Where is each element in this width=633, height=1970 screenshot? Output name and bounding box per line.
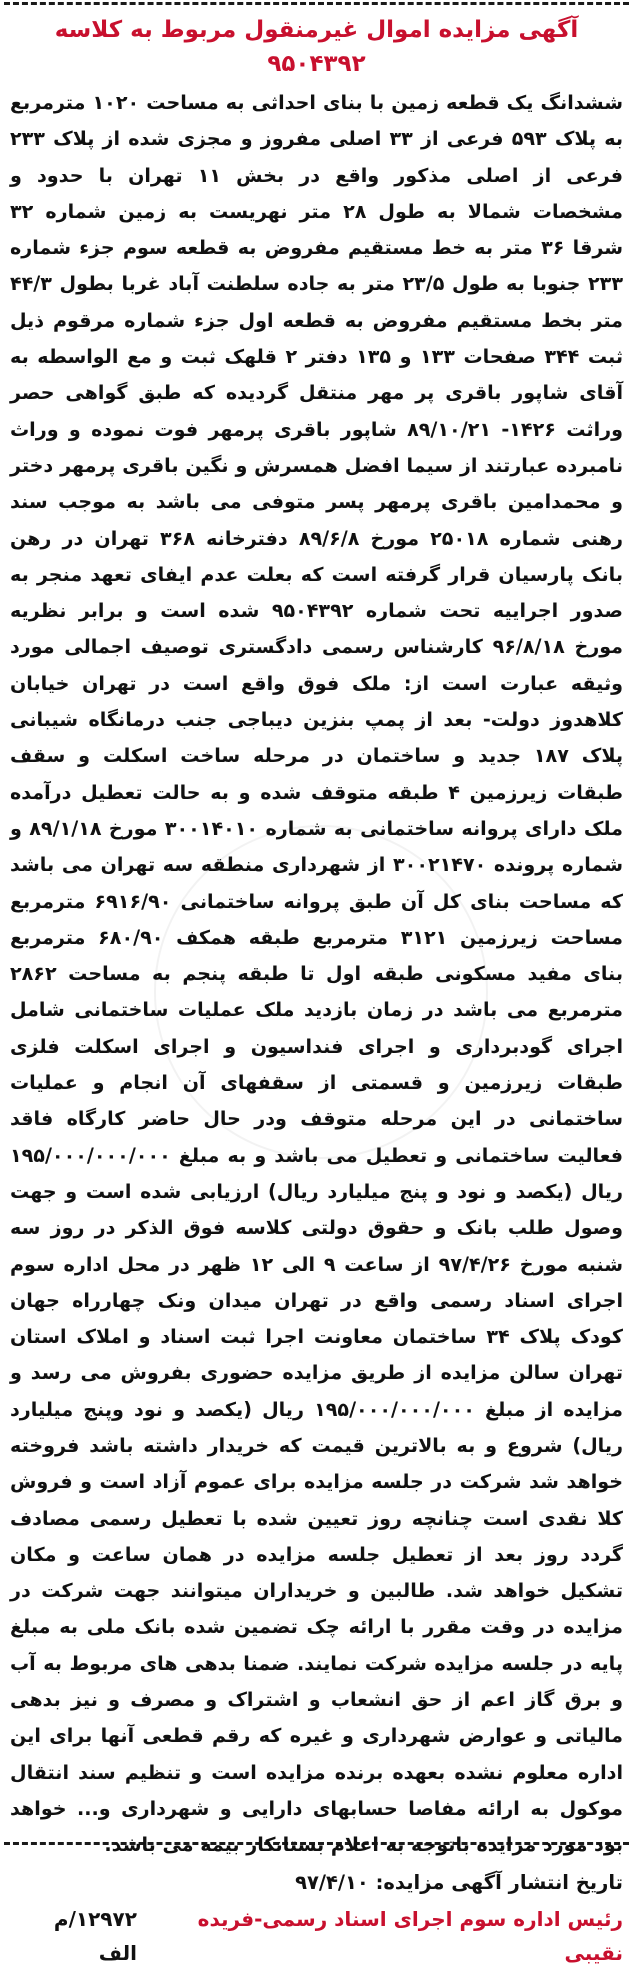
notice-footer: [10, 1902, 623, 1970]
notice-title: آگهی مزایده اموال غیرمنقول مربوط به کلاسه ۹۵۰۴۳۹۲: [54, 17, 579, 77]
official-signature: رئیس اداره سوم اجرای اسناد رسمی-فریده نقیبی: [197, 1906, 623, 1965]
notice-body: [10, 85, 623, 1864]
notice-code: ۱۲۹۷۲/م الف: [53, 1906, 137, 1965]
publish-date: تاریخ انتشار آگهی مزایده: ۹۷/۴/۱۰: [295, 1870, 623, 1894]
auction-notice: [4, 2, 629, 1965]
notice-body-paragraph: ششدانگ یک قطعه زمین با بنای احداثی به مساحت ۱۰۲۰ مترمربع به پلاک ۵۹۳ فرعی از ۳۳ اصلی مفروز و مجزی شده از پلاک ۲۳۳ فرعی از اصلی مذکور واقع در بخش ۱۱ تهران با حدود و مشخصات شمالا به طول ۲۸ متر نهریست به زمین شماره ۳۲ شرقا ۳۶ متر به خط مستقیم مفروض به قطعه سوم جزء شماره ۲۳۳ جنوبا به طول ۲۳/۵ متر به جاده سلطنت آباد غربا بطول ۴۴/۳ متر بخط مستقیم مفروض به قطعه اول جزء شماره مرقوم ذیل ثبت ۳۴۴ صفحات ۱۳۳ و ۱۳۵ دفتر ۲ قلهک ثبت و مع الواسطه به آقای شاپور باقری پر مهر منتقل گردیده که طبق گواهی حصر وراثت ۱۴۲۶- ۸۹/۱۰/۲۱ شاپور باقری پرمهر فوت نموده و وراث نامبرده عبارتند از سیما افضل همسرش و نگین باقری پرمهر دختر و محمدامین باقری پرمهر پسر متوفی می باشد به موجب سند رهنی شماره ۲۵۰۱۸ مورخ ۸۹/۶/۸ دفترخانه ۳۶۸ تهران در رهن بانک پارسیان قرار گرفته است که بعلت عدم ایفای تعهد منجر به صدور اجراییه تحت شماره ۹۵۰۴۳۹۲ شده است و برابر نظریه مورخ ۹۶/۸/۱۸ کارشناس رسمی دادگستری توصیف اجمالی مورد وثیقه عبارت است از: ملک فوق واقع است در تهران خیابان کلاهدوز دولت- بعد از پمپ بنزین دیباجی جنب درمانگاه شیبانی پلاک ۱۸۷ جدید و ساختمان در مرحله ساخت اسکلت و سقف طبقات زیرزمین ۴ طبقه متوقف شده و به حالت تعطیل درآمده ملک دارای پروانه ساختمانی به شماره ۳۰۰۱۴۰۱۰ مورخ ۸۹/۱/۱۸ و شماره پرونده ۳۰۰۲۱۴۷۰ از شهرداری منطقه سه تهران می باشد که مساحت بنای کل آن طبق پروانه ساختمانی ۶۹۱۶/۹۰ مترمربع مساحت زیرزمین ۳۱۲۱ مترمربع طبقه همکف ۶۸۰/۹۰ مترمربع بنای مفید مسکونی طبقه اول تا طبقه پنجم به مساحت ۲۸۶۲ مترمربع می باشد در زمان بازدید ملک عملیات ساختمانی شامل اجرای گودبرداری و اجرای فنداسیون و اجرای اسکلت فلزی طبقات زیرزمین و قسمتی از سقفهای آن انجام و عملیات ساختمانی در این مرحله متوقف ودر حال حاضر کارگاه فاقد فعالیت ساختمانی و تعطیل می باشد و به مبلغ ۱۹۵/۰۰۰/۰۰۰/۰۰۰ ریال (یکصد و نود و پنج میلیارد ریال) ارزیابی شده است و جهت وصول طلب بانک و حقوق دولتی کلاسه فوق الذکر در روز سه شنبه مورخ ۹۷/۴/۲۶ از ساعت ۹ الی ۱۲ ظهر در محل اداره سوم اجرای اسناد رسمی واقع در تهران میدان ونک چهارراه جهان کودک پلاک ۳۴ ساختمان معاونت اجرا ثبت اسناد و املاک استان تهران سالن مزایده از طریق مزایده حضوری بفروش می رسد و مزایده از مبلغ ۱۹۵/۰۰۰/۰۰۰/۰۰۰ ریال (یکصد و نود وپنج میلیارد ریال) شروع و به بالاترین قیمت که خریدار داشته باشد فروخته خواهد شد شرکت در جلسه مزایده برای عموم آزاد است و فروش کلا نقدی است چنانچه روز تعیین شده با تعطیل رسمی مصادف گردد روز بعد از تعطیل جلسه مزایده در همان ساعت و مکان تشکیل خواهد شد. طالبین و خریداران میتوانند جهت شرکت در مزایده در وقت مقرر با ارائه چک تضمین شده بانک ملی به مبلغ پایه در جلسه مزایده شرکت نمایند. ضمنا بدهی های مربوط به آب و برق گاز اعم از حق انشعاب و اشتراک و مصرف و نیز بدهی مالیاتی و عوارض شهرداری و غیره که رقم قطعی آنها برای این اداره معلوم نشده بعهده برنده مزایده است و تنظیم سند انتقال موکول به ارائه مفاصا حسابهای دارایی و شهرداری و... خواهد بود مورد مزایده باتوجه به اعلام بستانکار بیمه می باشد.: [10, 91, 624, 1857]
